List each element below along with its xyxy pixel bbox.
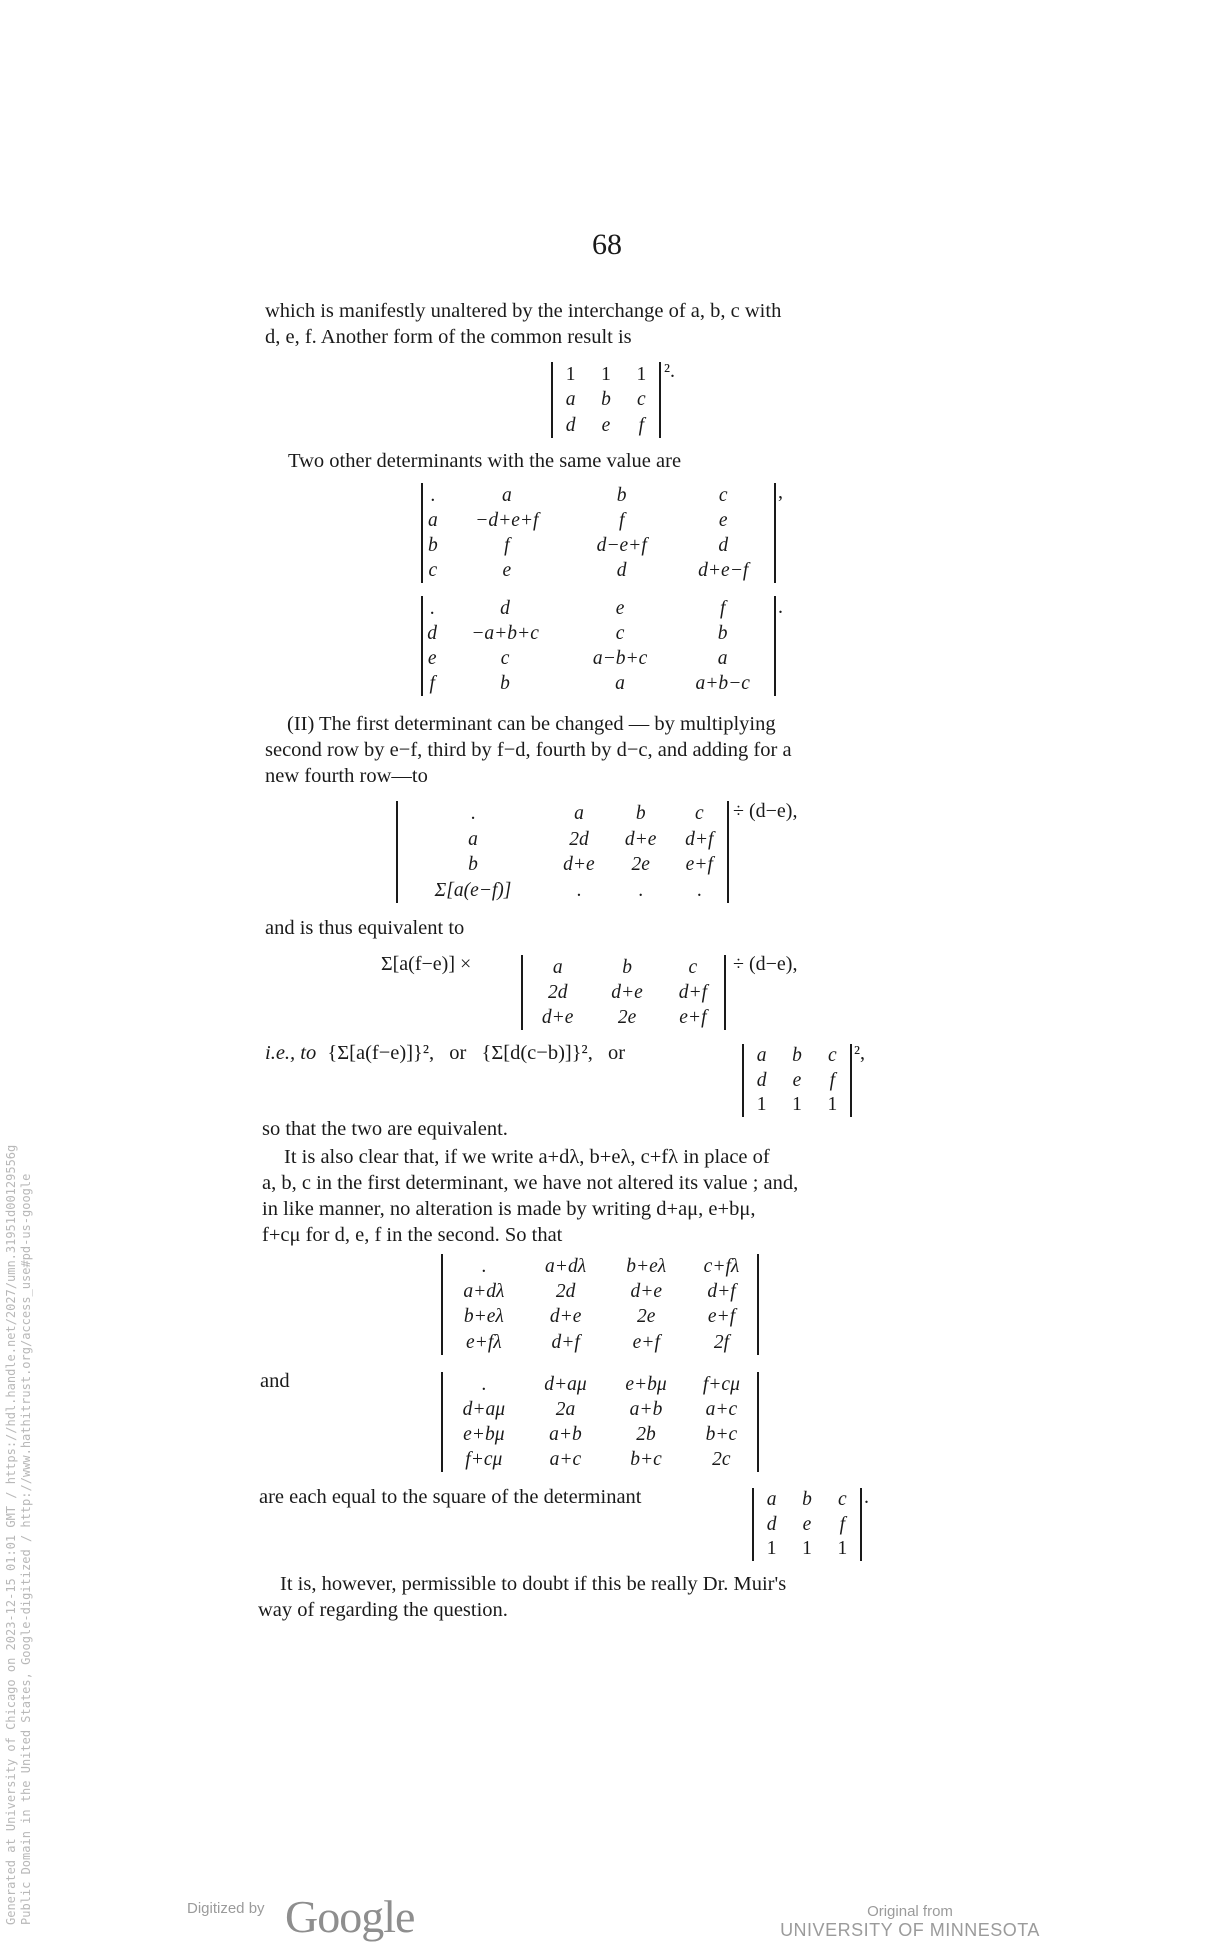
determinant-cell: c	[694, 803, 704, 824]
determinant-row	[423, 533, 774, 558]
determinant-m6-suffix: ²,	[854, 1042, 865, 1064]
google-logo: Google	[285, 1891, 415, 1942]
determinant-m8	[441, 1372, 759, 1472]
determinant-cell: e	[792, 1069, 802, 1091]
paragraph-line: It is, however, permissible to doubt if this be really Dr. Muir's	[280, 1573, 787, 1595]
determinant-cell: d+aμ	[544, 1373, 587, 1395]
determinant-row	[443, 1422, 757, 1447]
paragraph-7	[262, 1144, 942, 1248]
paragraph-line: second row by e−f, third by f−d, fourth by d−c, and adding for a	[265, 739, 792, 761]
determinant-cell: .	[696, 879, 702, 901]
determinant-m6	[742, 1044, 852, 1117]
determinant-row	[443, 1330, 757, 1355]
determinant-cell: f+cμ	[702, 1373, 740, 1395]
determinant-row	[523, 980, 724, 1005]
determinant-cell: e+f	[679, 1006, 707, 1028]
determinant-cell: c	[718, 484, 728, 506]
determinant-m5	[521, 955, 726, 1030]
determinant-row	[553, 362, 659, 387]
determinant-cell: d+f	[678, 981, 708, 1003]
determinant-grid	[423, 596, 774, 696]
paragraph-line: way of regarding the question.	[258, 1599, 508, 1621]
determinant-cell: c+fλ	[703, 1255, 740, 1277]
determinant-cell: a+c	[549, 1448, 582, 1470]
determinant-m1-suffix: ².	[664, 360, 675, 382]
determinant-cell: c	[637, 389, 646, 411]
determinant-cell: a	[615, 672, 625, 694]
determinant-row	[754, 1488, 860, 1512]
determinant-cell: b+eλ	[463, 1306, 504, 1328]
determinant-cell: 2d	[555, 1281, 576, 1303]
determinant-cell: 2e	[637, 1306, 656, 1328]
determinant-row	[443, 1372, 757, 1397]
determinant-grid	[553, 362, 659, 438]
determinant-cell: d	[756, 1069, 767, 1091]
determinant-cell: 1	[802, 1538, 812, 1560]
paragraph-1	[265, 298, 942, 350]
determinant-cell: f	[839, 1513, 846, 1535]
determinant-cell: c	[500, 647, 510, 669]
page-number: 68	[592, 228, 622, 261]
determinant-cell: f	[829, 1069, 836, 1091]
determinant-row	[423, 483, 774, 508]
determinant-cell: .	[430, 484, 436, 506]
determinant-cell: a+dλ	[545, 1255, 587, 1277]
determinant-cell: e	[427, 647, 437, 669]
determinant-cell: a	[427, 509, 438, 531]
determinant-cell: a	[756, 1045, 767, 1067]
stamp-line: Public Domain in the United States, Google-digitized / http://www.hathitrust.org/access_use#pd-us-google	[19, 1173, 33, 1925]
determinant-cell: .	[470, 803, 476, 824]
determinant-cell: d+aμ	[462, 1398, 506, 1420]
determinant-cell: e	[615, 597, 625, 619]
determinant-cell: 1	[565, 363, 576, 385]
institution-name: UNIVERSITY OF MINNESOTA	[780, 1920, 1040, 1940]
determinant-cell: e	[802, 1513, 812, 1535]
paragraph-4: and is thus equivalent to	[265, 917, 465, 939]
determinant-cell: e+bμ	[463, 1423, 505, 1445]
determinant-row	[443, 1305, 757, 1330]
determinant-cell: a	[574, 803, 584, 824]
determinant-row	[423, 596, 774, 621]
determinant-row	[423, 508, 774, 533]
determinant-cell: 1	[601, 363, 611, 385]
determinant-row	[398, 801, 727, 827]
determinant-cell: 1	[636, 363, 647, 385]
paragraph-3	[265, 711, 942, 789]
determinant-cell: b+c	[705, 1423, 738, 1445]
determinant-cell: d+e−f	[698, 559, 749, 581]
determinant-cell: 2c	[712, 1448, 731, 1470]
determinant-cell: d+e	[541, 1006, 574, 1028]
determinant-cell: a	[717, 647, 728, 669]
original-from-block	[760, 1902, 1060, 1940]
determinant-cell: f+cμ	[465, 1448, 503, 1470]
determinant-cell: f	[504, 534, 510, 556]
determinant-cell: f	[719, 597, 726, 619]
determinant-cell: b	[717, 622, 728, 644]
determinant-row	[423, 671, 774, 696]
determinant-cell: a	[565, 389, 576, 411]
determinant-cell: a+b	[549, 1423, 582, 1445]
determinant-cell: 2f	[713, 1331, 730, 1353]
determinant-grid	[398, 801, 727, 903]
determinant-cell: −d+e+f	[475, 509, 539, 531]
determinant-cell: 2b	[636, 1423, 656, 1445]
determinant-cell: d+e	[563, 854, 595, 875]
determinant-cell: c	[828, 1045, 837, 1067]
determinant-cell: e	[502, 559, 512, 581]
determinant-cell: e+bμ	[625, 1373, 667, 1395]
determinant-cell: 1	[766, 1538, 777, 1560]
determinant-cell: d+f	[707, 1281, 736, 1303]
determinant-cell: f	[429, 672, 435, 694]
paragraph-line: which is manifestly unaltered by the interchange of a, b, c with	[265, 300, 782, 322]
determinant-cell: c	[428, 559, 438, 581]
determinant-m5-suffix: ÷ (d−e),	[733, 953, 798, 975]
determinant-row	[523, 1005, 724, 1030]
determinant-cell: a+b	[629, 1398, 663, 1420]
determinant-cell: .	[638, 879, 644, 901]
determinant-cell: f	[618, 509, 625, 531]
determinant-cell: d+f	[551, 1331, 580, 1353]
determinant-m9	[752, 1488, 862, 1561]
determinant-row	[423, 558, 774, 583]
determinant-row	[398, 878, 727, 904]
determinant-cell: a+b−c	[695, 672, 750, 694]
determinant-row	[523, 955, 724, 980]
hathitrust-stamp	[4, 1145, 34, 1925]
determinant-cell: d	[766, 1513, 777, 1535]
determinant-cell: a	[552, 956, 563, 978]
determinant-cell: b	[802, 1489, 812, 1511]
determinant-cell: d	[616, 559, 627, 581]
determinant-cell: c	[838, 1489, 847, 1511]
determinant-grid	[423, 483, 774, 583]
determinant-cell: a	[501, 484, 512, 506]
determinant-row	[754, 1537, 860, 1561]
paragraph-9: are each equal to the square of the determinant	[259, 1486, 642, 1508]
paragraph-5	[265, 1042, 625, 1065]
determinant-cell: 2d	[569, 828, 589, 850]
determinant-m2-suffix: ,	[778, 481, 783, 503]
determinant-cell: 1	[837, 1538, 848, 1560]
determinant-cell: b	[601, 389, 611, 411]
or-word: or	[607, 1042, 626, 1064]
determinant-cell: a+dλ	[463, 1281, 505, 1303]
determinant-cell: 2d	[547, 981, 568, 1003]
determinant-cell: .	[429, 597, 435, 619]
determinant-cell: a+c	[705, 1398, 738, 1420]
paragraph-5-prefix: i.e., to	[265, 1042, 317, 1064]
determinant-cell: d+f	[685, 828, 714, 850]
determinant-cell: b	[616, 484, 627, 506]
determinant-cell: b	[635, 803, 646, 824]
determinant-row	[553, 387, 659, 412]
determinant-cell: c	[615, 622, 625, 644]
determinant-m9-suffix: .	[864, 1486, 869, 1508]
determinant-cell: f	[638, 414, 645, 436]
determinant-row	[744, 1068, 850, 1092]
paragraph-line: a, b, c in the first determinant, we have not altered its value ; and,	[262, 1172, 799, 1194]
determinant-cell: 2e	[631, 854, 650, 875]
determinant-cell: d	[565, 414, 576, 436]
sum-expression-2: {Σ[d(c−b)]}²,	[481, 1042, 593, 1064]
determinant-cell: d+e	[549, 1306, 582, 1328]
determinant-cell: e+f	[632, 1331, 660, 1353]
determinant-cell: 1	[792, 1094, 802, 1116]
determinant-m4	[396, 801, 729, 903]
or-word: or	[449, 1042, 467, 1064]
determinant-cell: e	[601, 414, 611, 436]
determinant-cell: Σ[a(e−f)]	[434, 879, 512, 901]
determinant-row	[443, 1254, 757, 1279]
determinant-cell: b	[622, 956, 632, 978]
determinant-cell: b	[792, 1045, 802, 1067]
determinant-row	[443, 1279, 757, 1304]
determinant-m5-prefix: Σ[a(f−e)] ×	[381, 953, 472, 975]
paragraph-8-and: and	[260, 1370, 290, 1392]
determinant-m3-suffix: .	[778, 596, 783, 618]
determinant-cell: .	[481, 1255, 487, 1277]
determinant-grid	[443, 1372, 757, 1472]
determinant-m4-suffix: ÷ (d−e),	[733, 800, 798, 822]
determinant-cell: d−e+f	[596, 534, 647, 556]
determinant-row	[398, 827, 727, 853]
determinant-row	[423, 621, 774, 646]
determinant-row	[744, 1044, 850, 1068]
determinant-cell: d+e	[624, 828, 657, 850]
digitized-by-label: Digitized by	[187, 1900, 265, 1917]
determinant-grid	[754, 1488, 860, 1561]
paragraph-line: in like manner, no alteration is made by writing d+aμ, e+bμ,	[262, 1198, 756, 1220]
determinant-cell: 2a	[555, 1398, 576, 1420]
determinant-cell: b	[427, 534, 438, 556]
determinant-row	[754, 1512, 860, 1536]
determinant-grid	[744, 1044, 850, 1117]
determinant-m2	[421, 483, 776, 583]
determinant-row	[553, 413, 659, 438]
determinant-row	[423, 646, 774, 671]
determinant-cell: d	[718, 534, 729, 556]
determinant-cell: b+eλ	[626, 1255, 667, 1277]
paragraph-10	[258, 1571, 942, 1623]
determinant-row	[744, 1093, 850, 1117]
determinant-m7	[441, 1254, 759, 1355]
determinant-cell: e+f	[707, 1306, 736, 1328]
paragraph-line: d, e, f. Another form of the common result is	[265, 326, 632, 348]
determinant-cell: d	[500, 597, 510, 619]
determinant-cell: e+fλ	[466, 1331, 502, 1353]
determinant-cell: e+f	[685, 854, 713, 875]
paragraph-6: so that the two are equivalent.	[262, 1118, 508, 1140]
determinant-cell: b	[500, 672, 510, 694]
determinant-row	[398, 852, 727, 878]
determinant-cell: a	[468, 828, 478, 850]
determinant-cell: e	[718, 509, 728, 531]
determinant-row	[443, 1397, 757, 1422]
determinant-row	[443, 1447, 757, 1472]
determinant-cell: c	[688, 956, 698, 978]
determinant-m3	[421, 596, 776, 696]
stamp-line: Generated at University of Chicago on 2023-12-15 01:01 GMT / https://hdl.handle.net/2027/umn.31951d00129556g	[4, 1144, 18, 1925]
determinant-cell: b	[468, 854, 478, 875]
determinant-cell: 1	[827, 1094, 838, 1116]
original-from-label: Original from	[867, 1903, 953, 1920]
determinant-cell: 1	[756, 1094, 767, 1116]
determinant-cell: d+e	[630, 1281, 663, 1303]
determinant-cell: 2e	[617, 1006, 637, 1028]
determinant-cell: a−b+c	[592, 647, 648, 669]
determinant-m1	[551, 362, 661, 438]
determinant-cell: b+c	[630, 1448, 662, 1470]
determinant-grid	[443, 1254, 757, 1355]
determinant-cell: d	[427, 622, 438, 644]
paragraph-line: f+cμ for d, e, f in the second. So that	[262, 1224, 563, 1246]
sum-expression-1: {Σ[a(f−e)]}²,	[327, 1042, 435, 1064]
paragraph-line: new fourth row—to	[265, 765, 428, 787]
paragraph-line: It is also clear that, if we write a+dλ, b+eλ, c+fλ in place of	[284, 1146, 770, 1168]
determinant-cell: −a+b+c	[471, 622, 539, 644]
paragraph-line: (II) The first determinant can be changed — by multiplying	[287, 713, 776, 735]
determinant-cell: .	[576, 879, 582, 901]
determinant-cell: a	[766, 1489, 777, 1511]
determinant-grid	[523, 955, 724, 1030]
paragraph-2: Two other determinants with the same value are	[288, 450, 682, 472]
determinant-cell: .	[481, 1373, 487, 1395]
determinant-cell: d+e	[611, 981, 643, 1003]
